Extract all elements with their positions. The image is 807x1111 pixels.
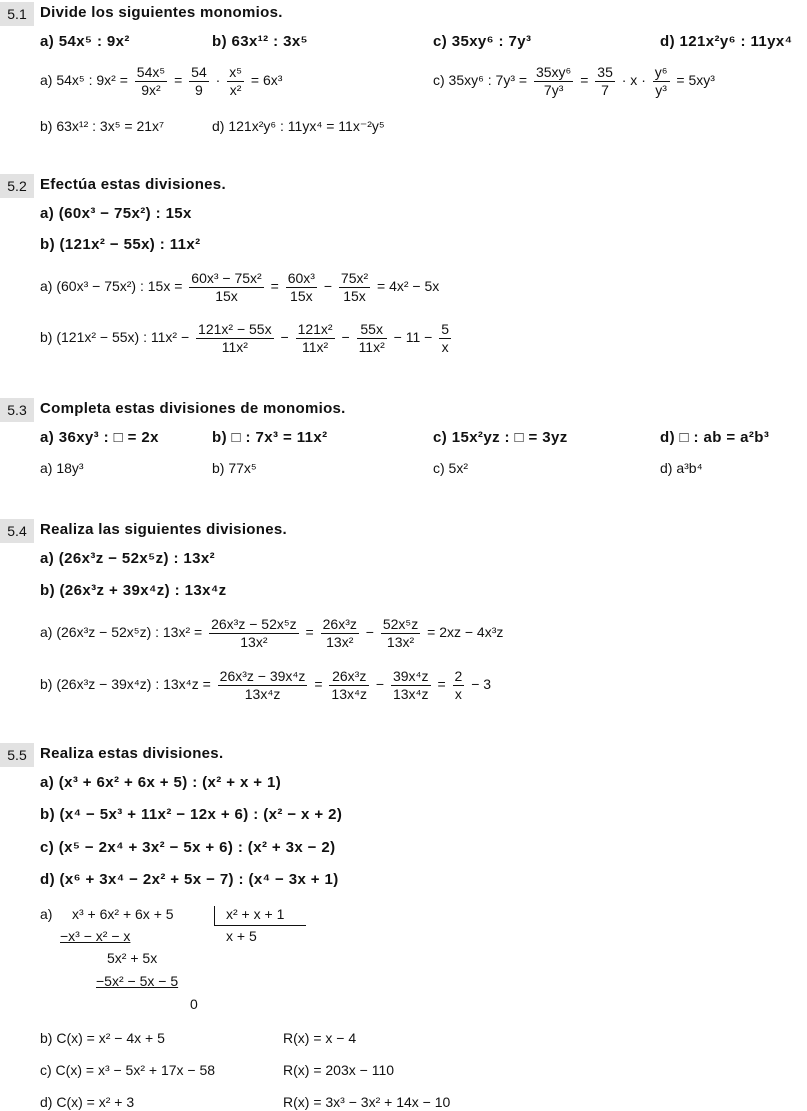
solution-a: a) 54x⁵ : 9x² = $\frac{\text{54x⁵}}{\text{9x²}}$ = $\frac{54}{9}$ · $\frac{\text{x⁵}}{\text{x²}}$ = 6x³ [40, 64, 283, 98]
fraction: $\frac{\text{35xy⁶}}{\text{7y³}}$ [535, 64, 572, 98]
solution-b: b) 77x⁵ [212, 460, 257, 476]
fraction: $\frac{\text{x⁵}}{\text{x²}}$ [229, 64, 242, 98]
fraction: $\frac{\text{121x² − 55x}}{\text{11x²}}$ [198, 321, 272, 355]
exercise-title: Divide los siguientes monomios. [40, 4, 283, 21]
fraction: $\frac{\text{121x²}}{\text{11x²}}$ [297, 321, 333, 355]
solution-c-lhs: c) 35xy⁶ : 7y³ = [433, 72, 528, 89]
fraction: $\frac{\text{60x³ − 75x²}}{15x}$ [191, 270, 262, 304]
fraction: $\frac{\text{75x²}}{15x}$ [340, 270, 369, 304]
result-d-quotient: d) C(x) = x² + 3 [40, 1094, 135, 1110]
fraction: $\frac{\text{60x³}}{15x}$ [287, 270, 315, 304]
solution-a: a) 18y³ [40, 460, 84, 476]
solution-b: b) (121x² − 55x) : 11x² − $\frac{\text{121x² − 55x}}{\text{11x²}}$ − $\frac{\text{121x²}}{\text{11x²}}$ − $\frac{55x}{\text{11x²}}$ − 11 − $\frac{5}{x}$ [40, 321, 450, 355]
exercise-title: Efectúa estas divisiones. [40, 176, 226, 193]
dividend: x³ + 6x² + 6x + 5 [72, 906, 174, 922]
quotient: x + 5 [226, 928, 257, 944]
solution-b: b) (26x³z − 39x⁴z) : 13x⁴z = $\frac{\text{26x³z − 39x⁴z}}{\text{13x⁴z}}$ = $\frac{\text{26x³z}}{\text{13x⁴z}}$ − $\frac{\text{39x⁴z}}{\text{13x⁴z}}$ = $\frac{2}{x}$ − 3 [40, 668, 492, 702]
exercise-title: Realiza las siguientes divisiones. [40, 521, 287, 538]
solution-a-lhs: a) 54x⁵ : 9x² = [40, 72, 128, 89]
result-c-remainder: R(x) = 203x − 110 [283, 1062, 395, 1078]
fraction: $\frac{\text{26x³z}}{\text{13x⁴z}}$ [331, 668, 367, 702]
division-bracket-horizontal [214, 925, 306, 926]
fraction: $\frac{2}{x}$ [454, 668, 463, 702]
statement-b: b) (26x³z + 39x⁴z) : 13x⁴z [40, 582, 227, 599]
statement-a: a) (60x³ − 75x²) : 15x [40, 205, 192, 222]
fraction: $\frac{\text{26x³z − 39x⁴z}}{\text{13x⁴z}}$ [219, 668, 306, 702]
result-c-quotient: c) C(x) = x³ − 5x² + 17x − 58 [40, 1062, 216, 1078]
solution-a-result: = 6x³ [250, 72, 283, 89]
exercise-number: 5.3 [0, 398, 34, 422]
statement-b: b) (121x² − 55x) : 11x² [40, 236, 201, 253]
subtraction-1: −x³ − x² − x [60, 928, 131, 944]
subtraction-2: −5x² − 5x − 5 [96, 973, 179, 989]
solution-d: d) a³b⁴ [660, 460, 703, 476]
fraction: $\frac{35}{7}$ [597, 64, 613, 98]
exercise-number: 5.5 [0, 743, 34, 767]
division-bracket-vertical [214, 906, 215, 925]
statement-a: a) 54x⁵ : 9x² [40, 33, 130, 50]
exercise-number: 5.1 [0, 2, 34, 26]
divisor: x² + x + 1 [226, 906, 285, 922]
solution-c-result: = 5xy³ [676, 72, 715, 89]
statement-a: a) 36xy³ : □ = 2x [40, 429, 159, 446]
exercise-title: Completa estas divisiones de monomios. [40, 400, 346, 417]
statement-c: c) 15x²yz : □ = 3yz [433, 429, 568, 446]
statement-a: a) (26x³z − 52x⁵z) : 13x² [40, 550, 216, 567]
fraction: $\frac{\text{y⁶}}{\text{y³}}$ [654, 64, 668, 98]
statement-d: d) (x⁶ + 3x⁴ − 2x² + 5x − 7) : (x⁴ − 3x + 1) [40, 871, 339, 888]
solution-a: a) (26x³z − 52x⁵z) : 13x² = $\frac{\text{26x³z − 52x⁵z}}{\text{13x²}}$ = $\frac{\text{26x³z}}{\text{13x²}}$ − $\frac{\text{52x⁵z}}{\text{13x²}}$ = 2xz − 4x³z [40, 616, 504, 650]
statement-b: b) 63x¹² : 3x⁵ [212, 33, 309, 50]
exercise-number: 5.4 [0, 519, 34, 543]
statement-a: a) (x³ + 6x² + 6x + 5) : (x² + x + 1) [40, 774, 282, 791]
fraction: $\frac{\text{39x⁴z}}{\text{13x⁴z}}$ [392, 668, 429, 702]
fraction: $\frac{5}{x}$ [441, 321, 450, 355]
long-division [40, 903, 340, 1015]
statement-d: d) 121x²y⁶ : 11yx⁴ [660, 33, 793, 50]
remainder-1: 5x² + 5x [107, 950, 158, 966]
statement-c: c) (x⁵ − 2x⁴ + 3x² − 5x + 6) : (x² + 3x − 2) [40, 839, 336, 856]
statement-d: d) □ : ab = a²b³ [660, 429, 770, 446]
statement-c: c) 35xy⁶ : 7y³ [433, 33, 532, 50]
statement-b: b) □ : 7x³ = 11x² [212, 429, 328, 446]
remainder-final: 0 [190, 996, 198, 1012]
exercise-title: Realiza estas divisiones. [40, 745, 224, 762]
exercise-number: 5.2 [0, 174, 34, 198]
statement-b: b) (x⁴ − 5x³ + 11x² − 12x + 6) : (x² − x + 2) [40, 806, 343, 823]
solution-c: c) 35xy⁶ : 7y³ = $\frac{\text{35xy⁶}}{\text{7y³}}$ = $\frac{35}{7}$ · x · $\frac{\text{y⁶}}{\text{y³}}$ = 5xy³ [433, 64, 715, 98]
fraction: $\frac{\text{52x⁵z}}{\text{13x²}}$ [382, 616, 419, 650]
solution-a: a) (60x³ − 75x²) : 15x = $\frac{\text{60x³ − 75x²}}{15x}$ = $\frac{\text{60x³}}{15x}$ − $\frac{\text{75x²}}{15x}$ = 4x² − 5x [40, 270, 440, 304]
solution-d: d) 121x²y⁶ : 11yx⁴ = 11x⁻²y⁵ [212, 118, 385, 134]
fraction: $\frac{54}{9}$ [191, 64, 207, 98]
fraction: $\frac{\text{54x⁵}}{\text{9x²}}$ [136, 64, 166, 98]
result-d-remainder: R(x) = 3x³ − 3x² + 14x − 10 [283, 1094, 451, 1110]
division-label: a) [40, 906, 53, 922]
result-b-remainder: R(x) = x − 4 [283, 1030, 357, 1046]
result-b-quotient: b) C(x) = x² − 4x + 5 [40, 1030, 165, 1046]
fraction: $\frac{\text{26x³z}}{\text{13x²}}$ [322, 616, 357, 650]
fraction: $\frac{\text{26x³z − 52x⁵z}}{\text{13x²}}$ [211, 616, 297, 650]
fraction: $\frac{55x}{\text{11x²}}$ [358, 321, 385, 355]
solution-c: c) 5x² [433, 460, 468, 476]
solution-b: b) 63x¹² : 3x⁵ = 21x⁷ [40, 118, 165, 134]
